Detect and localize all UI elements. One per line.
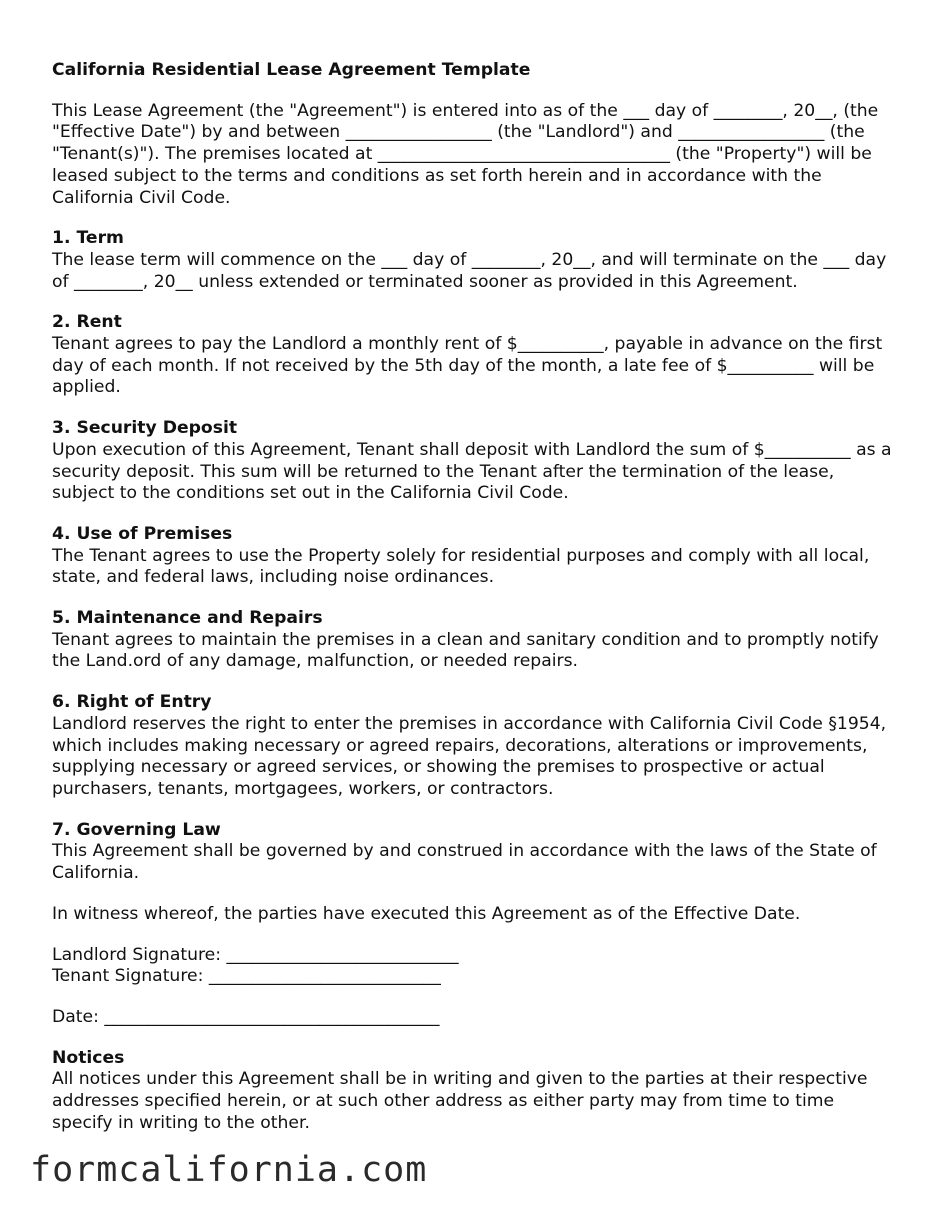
section-body: The Tenant agrees to use the Property solely for residential purposes and comply with all local, state, and federal laws, including noise ordinances. xyxy=(52,545,870,588)
section-body: This Agreement shall be governed by and construed in accordance with the laws of the State of California. xyxy=(52,841,877,884)
section-heading: 5. Maintenance and Repairs xyxy=(52,608,323,629)
section-heading: 7. Governing Law xyxy=(52,819,221,840)
section-heading: 2. Rent xyxy=(52,312,122,333)
landlord-signature-line: Landlord Signature: ___________________________ xyxy=(52,944,459,965)
section-maintenance-repairs xyxy=(52,608,892,673)
section-body: All notices under this Agreement shall be in writing and given to the parties at their respective addresses specified herein, or at such other address as either party may from time to time specify in writing to the other. xyxy=(52,1069,868,1133)
section-heading: 3. Security Deposit xyxy=(52,418,238,439)
section-right-of-entry xyxy=(52,692,892,801)
section-heading: 1. Term xyxy=(52,228,124,249)
date-line: Date: _______________________________________ xyxy=(52,1006,440,1027)
section-security-deposit xyxy=(52,418,892,505)
intro-paragraph: This Lease Agreement (the "Agreement") is entered into as of the ___ day of ________, 20__, (the "Effective Date") by and between _________________ (the "Landlord") and _________________ (the "Tenant(s)"). The premises located at __________________________________ (the "Property") will be leased subject to the terms and conditions as set forth herein and in accordance with the California Civil Code. xyxy=(52,100,879,208)
section-body: Upon execution of this Agreement, Tenant shall deposit with Landlord the sum of $__________ as a security deposit. This sum will be returned to the Tenant after the termination of the lease, subject to the conditions set out in the California Civil Code. xyxy=(52,439,892,504)
section-body: The lease term will commence on the ___ day of ________, 20__, and will terminate on the ___ day of ________, 20__ unless extended or terminated sooner as provided in this Agreement. xyxy=(52,249,887,292)
section-body: Landlord reserves the right to enter the premises in accordance with California Civil Code §1954, which includes making necessary or agreed repairs, decorations, alterations or improvements, supplying necessary or agreed services, or showing the premises to prospective or actual purchasers, tenants, mortgagees, workers, or contractors. xyxy=(52,713,887,799)
section-heading: Notices xyxy=(52,1047,125,1068)
section-notices xyxy=(52,1048,892,1135)
section-rent xyxy=(52,312,892,399)
witness-statement: In witness whereof, the parties have executed this Agreement as of the Effective Date. xyxy=(52,903,801,924)
document-title: California Residential Lease Agreement Template xyxy=(52,60,531,80)
section-term xyxy=(52,228,892,293)
section-governing-law xyxy=(52,820,892,885)
section-heading: 6. Right of Entry xyxy=(52,692,212,713)
section-body: Tenant agrees to pay the Landlord a monthly rent of $__________, payable in advance on the first day of each month. If not received by the 5th day of the month, a late fee of $__________ will be applied. xyxy=(52,334,883,398)
section-heading: 4. Use of Premises xyxy=(52,523,233,544)
watermark-logo: formcalifornia.com xyxy=(30,1150,428,1190)
section-use-of-premises xyxy=(52,524,892,589)
lease-document xyxy=(52,60,892,1153)
section-body: Tenant agrees to maintain the premises in a clean and sanitary condition and to promptly notify the Land.ord of any damage, malfunction, or needed repairs. xyxy=(52,629,879,672)
tenant-signature-line: Tenant Signature: ___________________________ xyxy=(52,966,441,987)
signature-block xyxy=(52,945,892,988)
